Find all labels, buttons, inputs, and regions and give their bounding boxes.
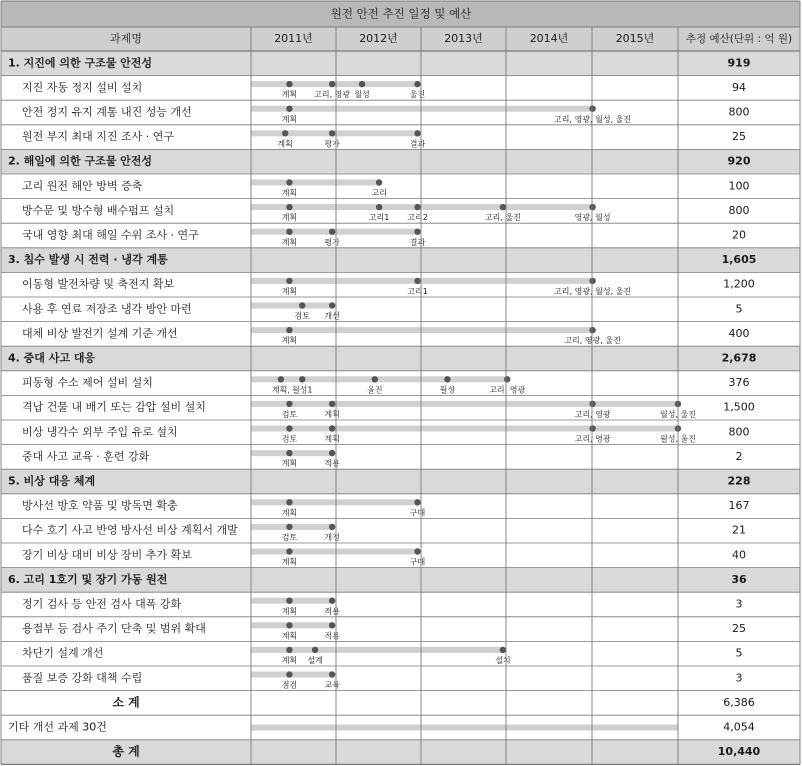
milestone-label: 계획	[281, 213, 298, 223]
milestone-label: 검토	[294, 311, 310, 321]
task-label: 중대 사고 교육 · 훈련 강화	[22, 449, 150, 463]
milestone-label: 계획	[281, 631, 298, 641]
milestone-dot	[414, 204, 420, 210]
milestone-label: 계획,	[271, 385, 290, 395]
milestone-dot	[329, 401, 335, 407]
milestone-dot	[589, 278, 595, 284]
milestone-dot	[414, 278, 420, 284]
milestone-dot	[329, 130, 335, 136]
milestone-label: 결과	[409, 237, 426, 247]
milestone-label: 울진	[409, 90, 426, 100]
milestone-label: 고리, 영광, 울진	[564, 336, 621, 346]
category-label: 2. 해일에 의한 구조물 안전성	[8, 154, 153, 168]
subtotal-budget: 6,386	[723, 695, 755, 709]
task-label: 피동형 수소 제어 설비 설치	[22, 376, 153, 390]
schedule-bar	[251, 549, 418, 555]
milestone-dot	[286, 598, 292, 604]
task-label: 차단기 설계 개선	[22, 646, 104, 660]
milestone-label: 고리1	[368, 213, 390, 223]
task-label: 품질 보증 강화 대책 수립	[22, 671, 143, 685]
milestone-label: 구매	[409, 508, 426, 518]
milestone-label: 계획	[281, 508, 298, 518]
category-budget: 1,605	[721, 253, 757, 267]
task-budget: 400	[728, 326, 750, 340]
milestone-dot	[286, 499, 292, 505]
category-budget: 36	[731, 572, 747, 586]
milestone-label: 월성, 울진	[660, 434, 696, 444]
task-budget: 94	[732, 80, 746, 94]
milestone-dot	[329, 302, 335, 308]
task-label: 사용 후 연료 저장조 냉각 방안 마련	[22, 302, 192, 316]
milestone-dot	[329, 524, 335, 530]
task-label: 고리 원전 해안 방벽 증축	[22, 179, 143, 193]
task-budget: 25	[732, 130, 746, 144]
milestone-label: 적용	[324, 631, 340, 641]
milestone-dot	[286, 278, 292, 284]
milestone-dot	[329, 229, 335, 235]
task-label: 안전 정지 유지 계통 내진 성능 개선	[22, 105, 192, 119]
milestone-dot	[299, 376, 305, 382]
milestone-dot	[329, 81, 335, 87]
schedule-bar	[251, 401, 678, 407]
category-label: 5. 비상 대응 체계	[8, 474, 96, 488]
milestone-label: 계획	[324, 434, 340, 444]
milestone-label: 고리	[371, 188, 387, 198]
category-label: 6. 고리 1호기 및 장기 가동 원전	[8, 572, 168, 586]
milestone-dot	[286, 622, 292, 628]
schedule-bar	[251, 278, 593, 284]
task-label: 장기 비상 대비 비상 장비 추가 확보	[22, 548, 192, 562]
milestone-label: 고리, 영광	[574, 410, 611, 419]
schedule-bar	[251, 499, 418, 505]
milestone-dot	[414, 229, 420, 235]
milestone-dot	[286, 401, 292, 407]
task-budget: 167	[728, 499, 750, 513]
header-year-2012: 2012년	[359, 32, 398, 45]
task-label: 이동형 발전차량 및 축전지 확보	[22, 277, 175, 291]
milestone-label: 고리, 영광	[489, 385, 526, 395]
milestone-label: 평가	[324, 139, 340, 149]
milestone-dot	[329, 622, 335, 628]
task-budget: 3	[735, 671, 743, 685]
task-budget: 1,200	[723, 277, 755, 291]
header-task: 과제명	[110, 32, 142, 45]
milestone-label: 고리1	[407, 287, 428, 296]
milestone-dot	[414, 499, 420, 505]
milestone-label: 계획	[281, 287, 298, 296]
milestone-label: 계획	[281, 114, 298, 124]
milestone-dot	[329, 598, 335, 604]
task-budget: 376	[728, 376, 750, 390]
task-budget: 1,500	[723, 400, 755, 414]
milestone-dot	[286, 425, 292, 431]
milestone-dot	[414, 548, 420, 554]
schedule-bar	[251, 106, 593, 112]
task-budget: 20	[732, 228, 746, 242]
milestone-label: 설치	[495, 656, 511, 665]
header-budget: 추정 예산(단위 : 억 원)	[685, 33, 793, 45]
task-budget: 25	[732, 622, 746, 636]
milestone-label: 계획	[281, 336, 298, 346]
milestone-dot	[286, 327, 292, 333]
milestone-label: 개정	[324, 533, 340, 542]
milestone-dot	[504, 376, 510, 382]
milestone-label: 계획	[281, 656, 298, 665]
milestone-label: 고리, 영광, 월성, 울진	[554, 287, 632, 296]
milestone-label: 고리, 영광	[574, 434, 611, 444]
task-label: 대체 비상 발전기 설계 기준 개선	[22, 326, 178, 340]
milestone-dot	[312, 647, 318, 653]
milestone-dot	[286, 671, 292, 677]
task-label: 정기 검사 등 안전 검사 대폭 강화	[22, 597, 182, 611]
schedule-bar	[251, 725, 678, 731]
milestone-dot	[372, 376, 378, 382]
task-budget: 2	[735, 449, 743, 463]
milestone-label: 계획	[277, 139, 293, 149]
milestone-dot	[589, 204, 595, 210]
milestone-label: 고리2	[407, 213, 428, 223]
category-row-bg	[1, 469, 800, 494]
task-budget: 800	[728, 425, 750, 439]
task-label: 방수문 및 방수형 배수펌프 설치	[22, 203, 175, 217]
task-budget: 100	[728, 179, 750, 193]
task-budget: 5	[735, 302, 743, 316]
milestone-label: 영광, 월성	[574, 213, 611, 223]
milestone-label: 계획	[324, 410, 340, 419]
task-budget: 800	[728, 203, 750, 217]
milestone-label: 계획	[281, 459, 298, 469]
table-title: 원전 안전 추진 일정 및 예산	[330, 6, 472, 21]
task-budget: 40	[732, 548, 746, 562]
task-budget: 800	[728, 105, 750, 119]
category-label: 1. 지진에 의한 구조물 안전성	[8, 56, 153, 70]
milestone-label: 계획	[281, 237, 298, 247]
task-label: 기타 개선 과제 30건	[8, 720, 107, 734]
milestone-label: 평가	[324, 237, 340, 247]
category-label: 4. 중대 사고 대응	[8, 351, 96, 365]
category-budget: 2,678	[721, 351, 757, 365]
schedule-bar	[251, 376, 507, 382]
milestone-label: 고리, 울진	[484, 213, 521, 223]
header-year-2011: 2011년	[274, 32, 313, 45]
header-year-2013: 2013년	[444, 32, 483, 45]
milestone-label: 검토	[281, 434, 298, 444]
milestone-dot	[286, 450, 292, 456]
milestone-dot	[282, 130, 288, 136]
task-budget: 21	[732, 523, 746, 537]
schedule-bar	[251, 303, 332, 309]
task-budget: 3	[735, 597, 743, 611]
milestone-dot	[589, 425, 595, 431]
task-label: 비상 냉각수 외부 주입 유로 설치	[22, 425, 178, 439]
milestone-label: 구매	[409, 557, 426, 567]
milestone-label: 울진	[367, 385, 383, 395]
schedule-bar	[251, 327, 593, 333]
milestone-label: 교육	[324, 680, 340, 690]
subtotal-label: 소 계	[112, 695, 140, 710]
milestone-dot	[286, 548, 292, 554]
task-budget: 5	[735, 646, 743, 660]
milestone-label: 개선	[324, 311, 340, 321]
milestone-dot	[329, 671, 335, 677]
milestone-dot	[278, 376, 284, 382]
milestone-dot	[286, 179, 292, 185]
task-label: 격납 건물 내 배기 또는 감압 설비 설치	[22, 400, 206, 414]
milestone-dot	[589, 401, 595, 407]
milestone-dot	[500, 204, 506, 210]
milestone-dot	[376, 179, 382, 185]
header-year-2015: 2015년	[615, 32, 655, 45]
milestone-dot	[299, 302, 305, 308]
milestone-label: 적용	[324, 606, 340, 616]
task-label: 원전 부지 최대 지진 조사 · 연구	[22, 130, 174, 144]
schedule-bar	[251, 180, 379, 186]
category-budget: 228	[727, 474, 751, 488]
schedule-bar	[251, 204, 593, 210]
milestone-label: 월성	[439, 385, 456, 395]
category-row-bg	[1, 346, 800, 371]
milestone-label: 적용	[324, 459, 340, 469]
task-label: 지진 자동 정지 설비 설치	[22, 80, 143, 94]
milestone-dot	[286, 204, 292, 210]
milestone-label: 계획	[281, 606, 298, 616]
milestone-dot	[286, 524, 292, 530]
milestone-label: 점검	[281, 680, 298, 690]
milestone-label: 월성, 울진	[660, 410, 696, 419]
milestone-dot	[414, 81, 420, 87]
task-label: 다수 호기 사고 반영 방사선 비상 계획서 개발	[22, 523, 238, 537]
milestone-dot	[500, 647, 506, 653]
milestone-label: 계획	[281, 90, 298, 100]
task-label: 국내 영향 최대 해일 수위 조사 · 연구	[22, 228, 199, 242]
milestone-label: 계획	[281, 557, 298, 567]
total-budget: 10,440	[717, 745, 761, 759]
milestone-dot	[359, 81, 365, 87]
milestone-dot	[444, 376, 450, 382]
milestone-dot	[589, 327, 595, 333]
milestone-dot	[286, 106, 292, 112]
milestone-label: 고리, 영광, 월성, 울진	[554, 114, 632, 124]
milestone-label: 계획	[281, 188, 298, 198]
milestone-label: 월성	[354, 90, 370, 100]
milestone-label: 결과	[409, 139, 426, 149]
milestone-label: 고리, 영광	[314, 90, 351, 100]
category-budget: 920	[727, 154, 751, 168]
category-budget: 919	[727, 56, 751, 70]
milestone-dot	[589, 106, 595, 112]
milestone-dot	[286, 229, 292, 235]
task-label: 용접부 등 검사 주기 단축 및 범위 확대	[22, 622, 206, 636]
category-label: 3. 침수 발생 시 전력 · 냉각 계통	[8, 253, 168, 267]
milestone-dot	[376, 204, 382, 210]
milestone-dot	[329, 425, 335, 431]
task-budget: 4,054	[723, 720, 755, 734]
milestone-label: 월성1	[291, 385, 313, 395]
milestone-label: 검토	[281, 533, 298, 542]
milestone-label: 설계	[307, 656, 323, 665]
milestone-dot	[286, 81, 292, 87]
milestone-dot	[286, 647, 292, 653]
milestone-dot	[329, 450, 335, 456]
task-label: 방사선 방호 약품 및 방독면 확충	[22, 499, 178, 513]
milestone-label: 검토	[281, 410, 298, 419]
schedule-bar	[251, 426, 678, 432]
header-year-2014: 2014년	[529, 32, 569, 45]
milestone-dot	[414, 130, 420, 136]
total-label: 총 계	[112, 744, 140, 759]
